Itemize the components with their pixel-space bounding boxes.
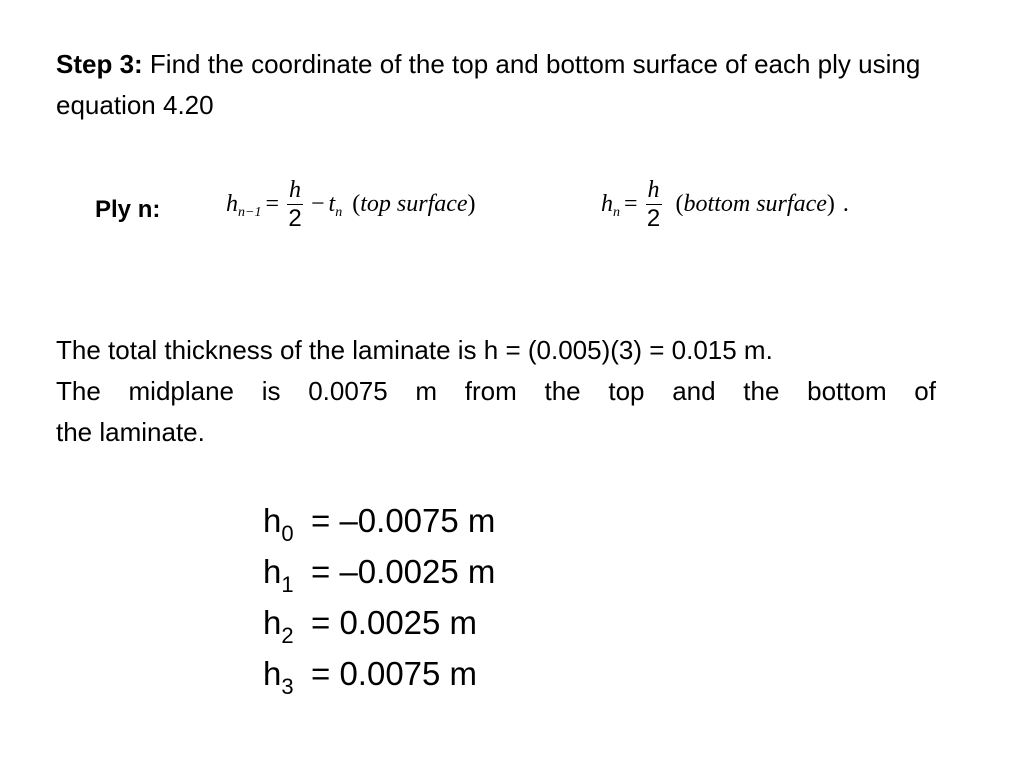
h-symbol <box>263 497 311 548</box>
bottom-eq-note-text: bottom surface <box>683 191 827 217</box>
h-value-row <box>263 650 495 701</box>
h-values-list <box>263 497 495 701</box>
bottom-eq-frac-den: 2 <box>646 205 661 232</box>
h-subscript: 2 <box>281 623 294 648</box>
equation-row <box>0 172 1024 252</box>
h-letter: h <box>263 553 282 590</box>
bottom-eq-lhs: h <box>601 191 613 217</box>
bottom-eq-fraction <box>646 178 662 231</box>
h-letter: h <box>263 604 282 641</box>
bottom-eq-note: (bottom surface) <box>675 191 835 217</box>
step-text: Find the coordinate of the top and bottom surface of each ply using equation 4.20 <box>56 49 921 120</box>
top-eq-t: t <box>328 191 336 217</box>
paragraph-line-2: The midplane is 0.0075 m from the top and the bottom of <box>56 376 936 406</box>
paragraph-line-3: the laminate. <box>56 417 205 447</box>
top-eq-lhs-sub: n−1 <box>238 204 262 220</box>
h-symbol <box>263 650 311 701</box>
top-eq-note-text: top surface <box>360 191 468 217</box>
bottom-eq-lhs-sub: n <box>613 204 620 220</box>
h-letter: h <box>263 655 282 692</box>
bottom-eq-frac-num: h <box>647 177 660 203</box>
top-eq-lhs: h <box>226 191 238 217</box>
top-eq-fraction <box>287 178 303 231</box>
h-value: = –0.0075 m <box>311 502 496 539</box>
h-subscript: 3 <box>281 674 294 699</box>
h-letter: h <box>263 502 282 539</box>
h-value-row <box>263 548 495 599</box>
top-eq-note: (top surface) <box>352 191 476 217</box>
h-subscript: 0 <box>281 521 294 546</box>
top-eq-t-sub: n <box>335 204 343 220</box>
top-surface-equation <box>226 178 476 231</box>
step-label: Step 3: <box>56 49 143 79</box>
h-value-row <box>263 599 495 650</box>
top-eq-minus: − <box>311 191 325 217</box>
top-eq-frac-den: 2 <box>288 205 302 232</box>
bottom-eq-period: . <box>842 191 849 217</box>
h-value: = –0.0025 m <box>311 553 496 590</box>
bottom-eq-equals: = <box>624 191 638 217</box>
h-value: = 0.0075 m <box>311 655 478 692</box>
bottom-surface-equation <box>601 178 849 231</box>
top-eq-equals: = <box>265 191 279 217</box>
h-symbol <box>263 548 311 599</box>
top-eq-frac-num: h <box>289 177 301 203</box>
h-subscript: 1 <box>281 572 294 597</box>
h-symbol <box>263 599 311 650</box>
step-heading <box>56 44 936 126</box>
thickness-paragraph <box>56 330 936 453</box>
ply-label: Ply n: <box>95 196 161 223</box>
h-value: = 0.0025 m <box>311 604 478 641</box>
paragraph-line-1: The total thickness of the laminate is h = (0.005)(3) = 0.015 m. <box>56 335 773 365</box>
h-value-row <box>263 497 495 548</box>
